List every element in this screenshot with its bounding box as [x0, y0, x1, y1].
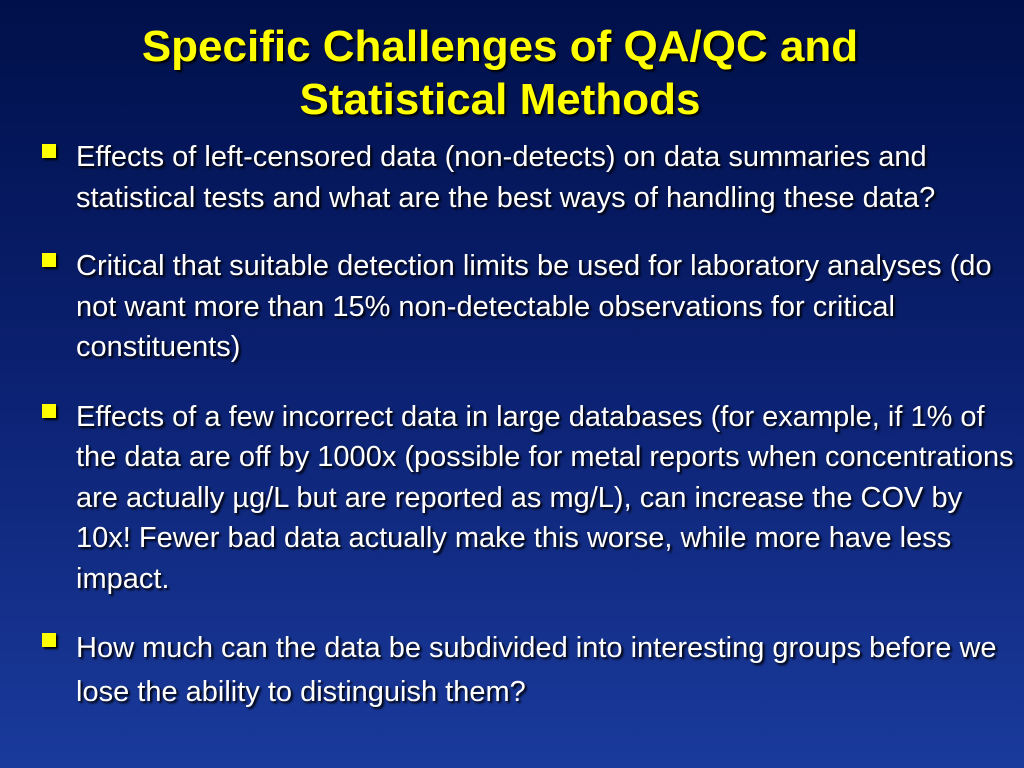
bullet-text: Critical that suitable detection limits be used for laboratory analyses (do not want more than 15% non-detectable observations for critical constituents): [76, 250, 992, 363]
slide-title-line-1: Specific Challenges of QA/QC and: [141, 22, 859, 71]
slide-title: [60, 20, 940, 126]
square-bullet-icon: [42, 253, 56, 267]
square-bullet-icon: [42, 404, 56, 418]
square-bullet-icon: [42, 144, 56, 158]
bullet-item: [38, 626, 1018, 714]
bullet-item: [38, 397, 1018, 600]
bullet-text: How much can the data be subdivided into interesting groups before we lose the ability to distinguish them?: [76, 632, 997, 708]
bullet-text: Effects of a few incorrect data in large databases (for example, if 1% of the data are off by 1000x (possible for metal reports when concentrations are actually µg/L but are reported as mg/L), can increase the COV by 10x! Fewer bad data actually make this worse, while more have less impact.: [76, 400, 1014, 595]
bullet-text: Effects of left-censored data (non-detects) on data summaries and statistical tests and what are the best ways of handling these data?: [76, 141, 936, 214]
slide-title-line-2: Statistical Methods: [299, 75, 701, 124]
bullet-item: [38, 137, 1018, 218]
square-bullet-icon: [42, 633, 56, 647]
bullet-item: [38, 246, 1018, 368]
bullet-list: [38, 137, 1018, 714]
